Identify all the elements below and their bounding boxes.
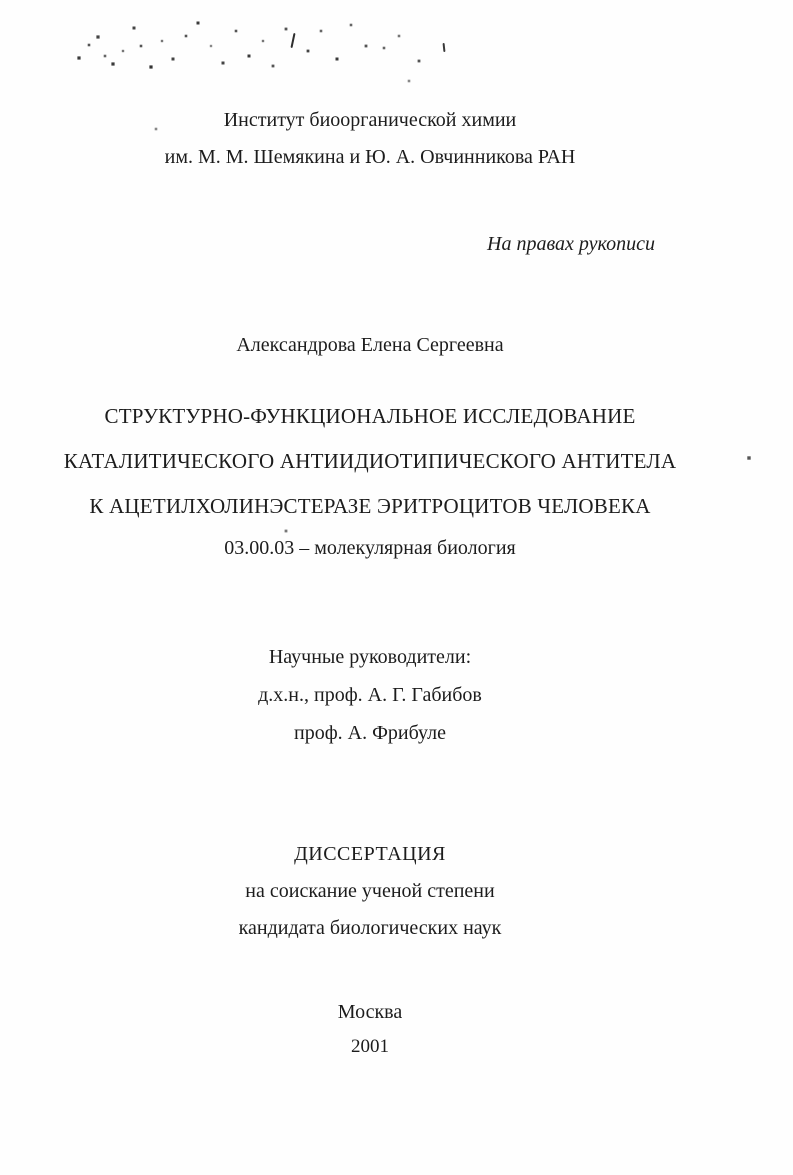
institute-name: [0, 102, 740, 176]
institute-line1: Институт биоорганической химии: [223, 109, 517, 131]
dissertation-title: [0, 394, 740, 529]
institute-line2: им. М. М. Шемякина и Ю. А. Овчинникова РАН: [164, 146, 576, 168]
dissertation-statement: [0, 836, 740, 947]
imprint-city: Москва: [337, 1001, 403, 1023]
title-line1: СТРУКТУРНО-ФУНКЦИОНАЛЬНОЕ ИССЛЕДОВАНИЕ: [104, 404, 636, 428]
supervisors-block: [0, 638, 740, 752]
supervisors-heading: Научные руководители:: [268, 646, 472, 668]
scan-artifact-stroke: [290, 33, 295, 48]
dissertation-purpose-line: на соискание ученой степени: [245, 880, 495, 902]
dissertation-degree-line: кандидата биологических наук: [238, 917, 502, 939]
supervisor-2: проф. А. Фрибуле: [293, 722, 446, 744]
title-line3: К АЦЕТИЛХОЛИНЭСТЕРАЗЕ ЭРИТРОЦИТОВ ЧЕЛОВЕКА: [89, 494, 651, 518]
author-name: Александрова Елена Сергеевна: [236, 334, 504, 356]
supervisor-1: д.х.н., проф. А. Г. Габибов: [258, 684, 482, 706]
manuscript-rights-note: На правах рукописи: [487, 233, 655, 255]
scan-artifact-stroke: [443, 43, 446, 52]
specialty-code: 03.00.03 – молекулярная биология: [224, 537, 516, 559]
imprint-year: 2001: [351, 1036, 389, 1057]
title-line2: КАТАЛИТИЧЕСКОГО АНТИИДИОТИПИЧЕСКОГО АНТИТЕЛА: [63, 449, 677, 473]
dissertation-heading: ДИССЕРТАЦИЯ: [294, 843, 446, 865]
scan-noise-speckles: [0, 0, 2, 2]
